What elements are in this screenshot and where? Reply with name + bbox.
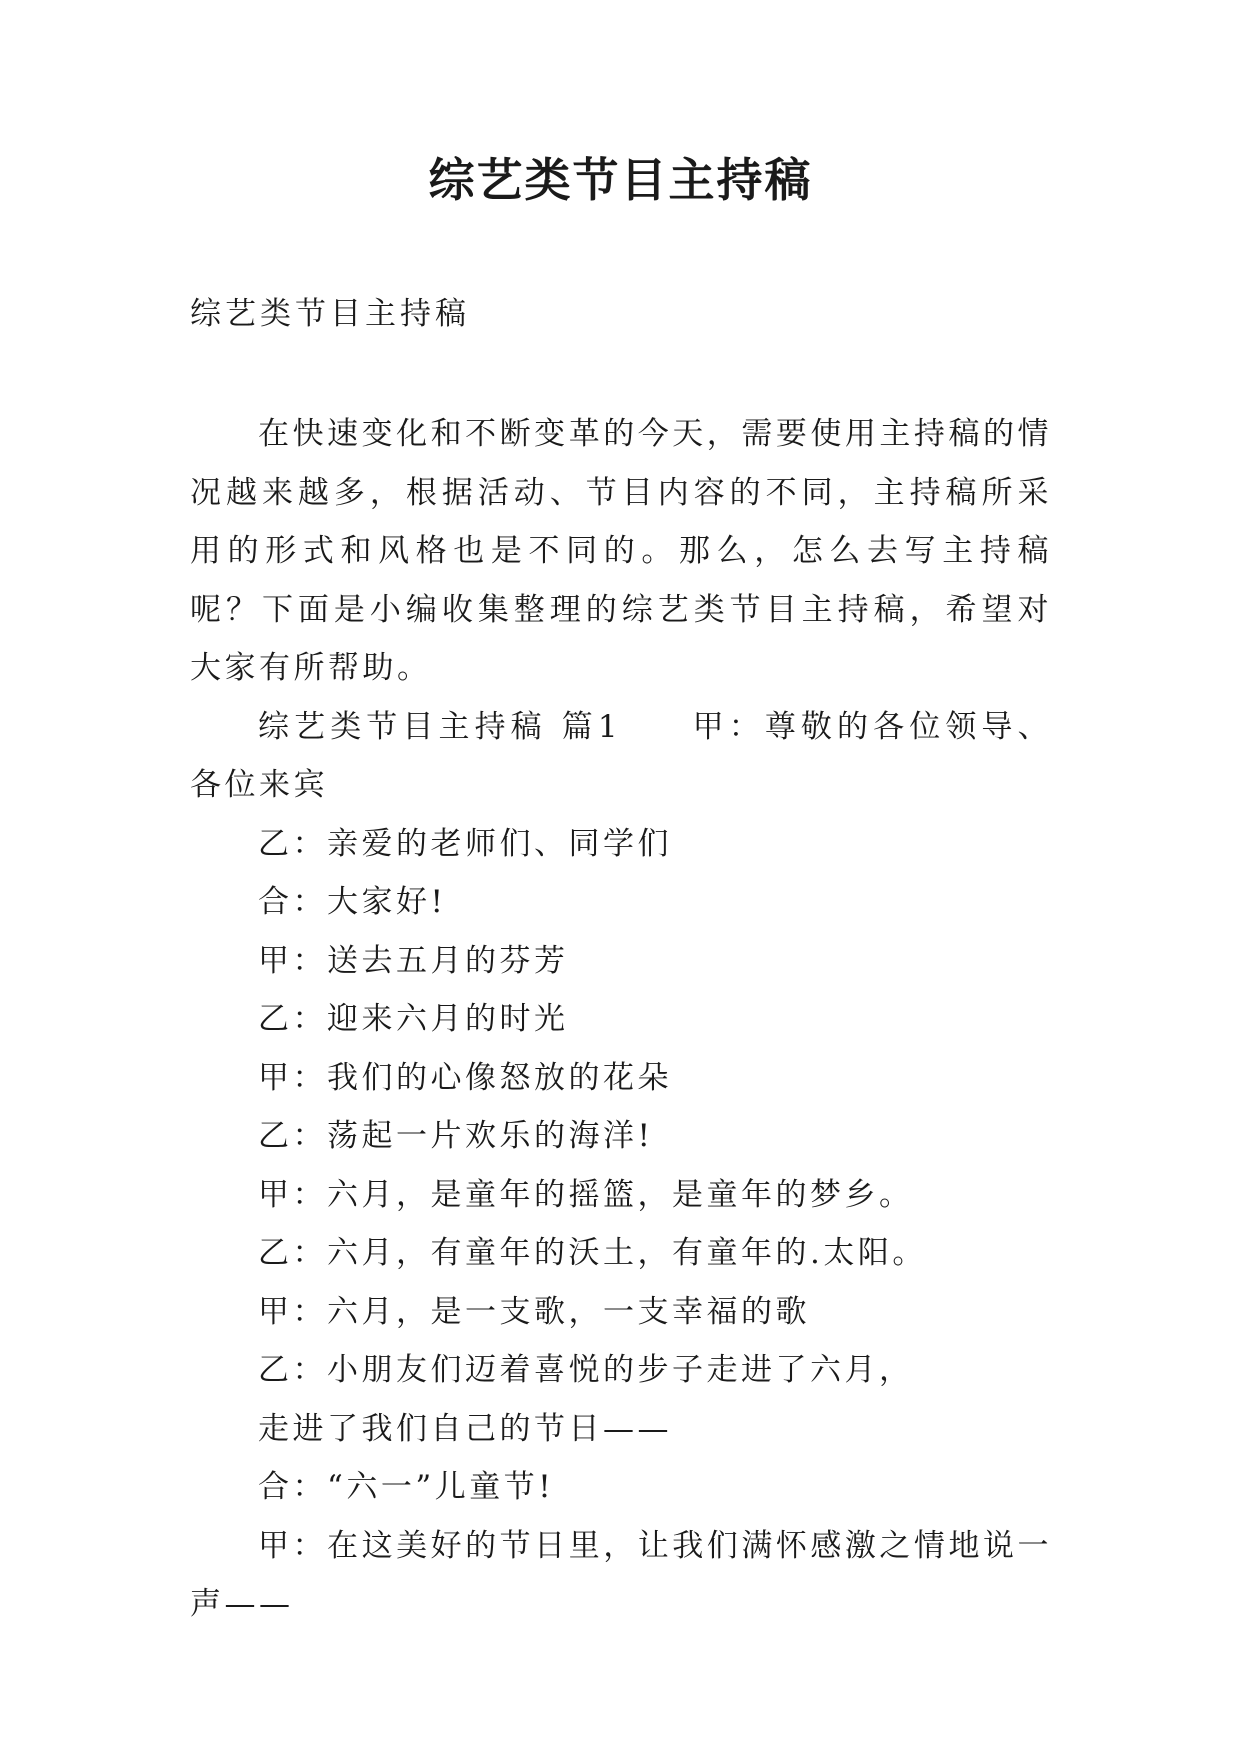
dialogue-line: 乙：亲爱的老师们、同学们 [258,825,672,862]
dialogue-line: 乙：荡起一片欢乐的海洋! [258,1118,654,1154]
dialogue-line: 乙：六月，有童年的沃土，有童年的.太阳。 [258,1235,927,1271]
dialogue-line: 合：“六一”儿童节! [258,1469,555,1505]
dialogue-line: 乙：迎来六月的时光 [258,1001,569,1037]
dialogue-line: 甲：尊敬的各位领导、各位来宾 [190,708,1053,803]
document-title: 综艺类节目主持稿 [428,153,813,207]
dialogue-line: 走进了我们自己的节日—— [258,1410,672,1447]
dialogue-line: 甲：六月，是童年的摇篮，是童年的梦乡。 [258,1176,914,1213]
dialogue-line: 甲：送去五月的芬芳 [258,942,569,979]
intro-paragraph: 在快速变化和不断变革的今天，需要使用主持稿的情况越来越多，根据活动、节目内容的不同，主持稿所采用的形式和风格也是不同的。那么，怎么去写主持稿呢？下面是小编收集整理的综艺类节目主持稿，希望对大家有所帮助。 [190,416,1052,686]
document-body [190,405,1052,1634]
dialogue-line: 甲：我们的心像怒放的花朵 [258,1059,672,1096]
dialogue-line: 甲：在这美好的节日里，让我们满怀感激之情地说一声—— [190,1527,1052,1622]
section-opening-paragraph [190,698,1052,815]
dialogue-line: 合：大家好! [258,884,447,920]
dialogue-line: 乙：小朋友们迈着喜悦的步子走进了六月， [258,1352,914,1388]
dialogue-line: 甲：六月，是一支歌，一支幸福的歌 [258,1293,810,1330]
document-subtitle: 综艺类节目主持稿 [190,296,470,332]
section-heading: 综艺类节目主持稿 篇1 [258,708,622,745]
